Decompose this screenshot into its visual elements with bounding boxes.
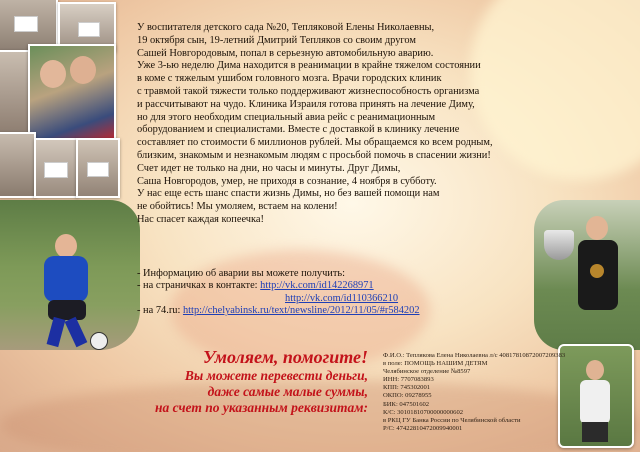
plea-line: на счет по указанным реквизитам: xyxy=(155,400,368,415)
player-leg xyxy=(47,317,66,347)
vk-row-2 xyxy=(137,293,537,305)
bank-line: Р/С: 47422810472009940001 xyxy=(383,424,463,432)
story-line: с травмой такой тяжести только поддерживают жизнеспособность организма xyxy=(137,85,480,97)
bank-line: в поле: ПОМОЩЬ НАШИМ ДЕТЯМ xyxy=(383,360,488,368)
plea-line: даже самые малые суммы, xyxy=(207,384,368,399)
bank-line: Ф.И.О.: Теплякова Елена Николаевна л/с 40817810872007209383 xyxy=(383,352,566,359)
info-heading: - Информацию об аварии вы можете получить: xyxy=(137,268,346,279)
story-line: но для этого необходим специальный авиа рейс с реанимационным xyxy=(137,111,436,123)
sign-card xyxy=(87,162,109,177)
vk-row xyxy=(137,280,537,292)
medal-icon xyxy=(590,264,604,278)
story-line: Нас спасет каждая копеечка! xyxy=(137,213,264,225)
collage-photo-friends xyxy=(28,44,116,140)
bank-line: К/С: 30101810700000000602 xyxy=(383,408,464,416)
sign-card xyxy=(78,22,100,37)
bank-line: Челябинское отделение №8597 xyxy=(383,368,471,376)
story-line: близким, знакомым и незнакомым людям с просьбой помочь в спасении жизни! xyxy=(137,149,491,161)
story-line: Сашей Новгородовым, попал в серьезную автомобильную аварию. xyxy=(137,47,434,59)
bank-line: БИК: 047501602 xyxy=(383,400,430,408)
player-jersey xyxy=(44,256,88,302)
ball-icon xyxy=(90,332,108,350)
story-line: 19 октября сын, 19-летний Дмитрий Тепляков со своим другом xyxy=(137,34,416,46)
plea-title: Умоляем, помогите! xyxy=(203,347,368,367)
story-line: У нас еще есть шанс спасти жизнь Димы, но без вашей помощи нам xyxy=(137,188,440,200)
bank-details xyxy=(383,352,635,433)
vk-label: - на страничках в контакте: xyxy=(137,280,261,292)
story-text xyxy=(137,22,533,227)
info-block xyxy=(137,268,537,318)
story-line: У воспитателя детского сада №20, Тепляковой Елены Николаевны, xyxy=(137,22,435,33)
trophy-photo xyxy=(534,200,640,350)
collage-photo-5 xyxy=(34,138,78,198)
story-line: Уже 3-ью неделю Дима находится в реанимации в крайне тяжелом состоянии xyxy=(137,60,481,72)
story-line: Саша Новгородов, умер, не приходя в сознание, 4 ноября в субботу. xyxy=(137,175,437,187)
vk-link-1[interactable]: http://vk.com/id142268971 xyxy=(260,280,374,292)
plea-line: Вы можете перевести деньги, xyxy=(184,368,368,383)
plea-block xyxy=(118,346,368,416)
bank-line: ИНН: 7707083893 xyxy=(383,376,434,384)
bank-line: в РКЦ ГУ Банка России по Челябинской области xyxy=(383,416,521,424)
site-row xyxy=(137,305,537,317)
football-photo xyxy=(0,200,140,350)
player-head xyxy=(55,234,77,258)
bank-line: ОКПО: 09278955 xyxy=(383,392,432,400)
story-line: составляет по стоимости 6 миллионов рублей. Мы обращаемся ко всем родным, xyxy=(137,137,493,149)
vk-link-2[interactable]: http://vk.com/id110366210 xyxy=(285,292,399,304)
story-line: не обойтись! Мы умоляем, встаем на колени! xyxy=(137,201,338,213)
site-label: - на 74.ru: xyxy=(137,305,183,317)
sign-card xyxy=(44,162,68,178)
face-right xyxy=(70,56,96,84)
winner-head xyxy=(586,216,608,240)
story-line: в коме с тяжелым ушибом головного мозга. Врачи городских клиник xyxy=(137,73,442,85)
story-line: оборудованием и специалистами. Вместе с доставкой в клинику лечение xyxy=(137,124,460,136)
player-leg xyxy=(65,317,88,347)
site-link[interactable]: http://chelyabinsk.ru/text/newsline/2012/11/05/#r584202 xyxy=(182,305,420,317)
trophy-cup-icon xyxy=(544,230,574,260)
collage-photo-4 xyxy=(0,132,36,198)
story-line: Счет идет не только на дни, но часы и минуты. Друг Димы, xyxy=(137,162,401,174)
face-left xyxy=(40,60,66,88)
collage-photo-6 xyxy=(76,138,120,198)
bank-line: КПП: 745302001 xyxy=(383,384,431,392)
story-line: и рассчитывают на чудо. Клиника Израиля готова принять на лечение Диму, xyxy=(137,98,475,110)
sign-card xyxy=(14,16,38,32)
